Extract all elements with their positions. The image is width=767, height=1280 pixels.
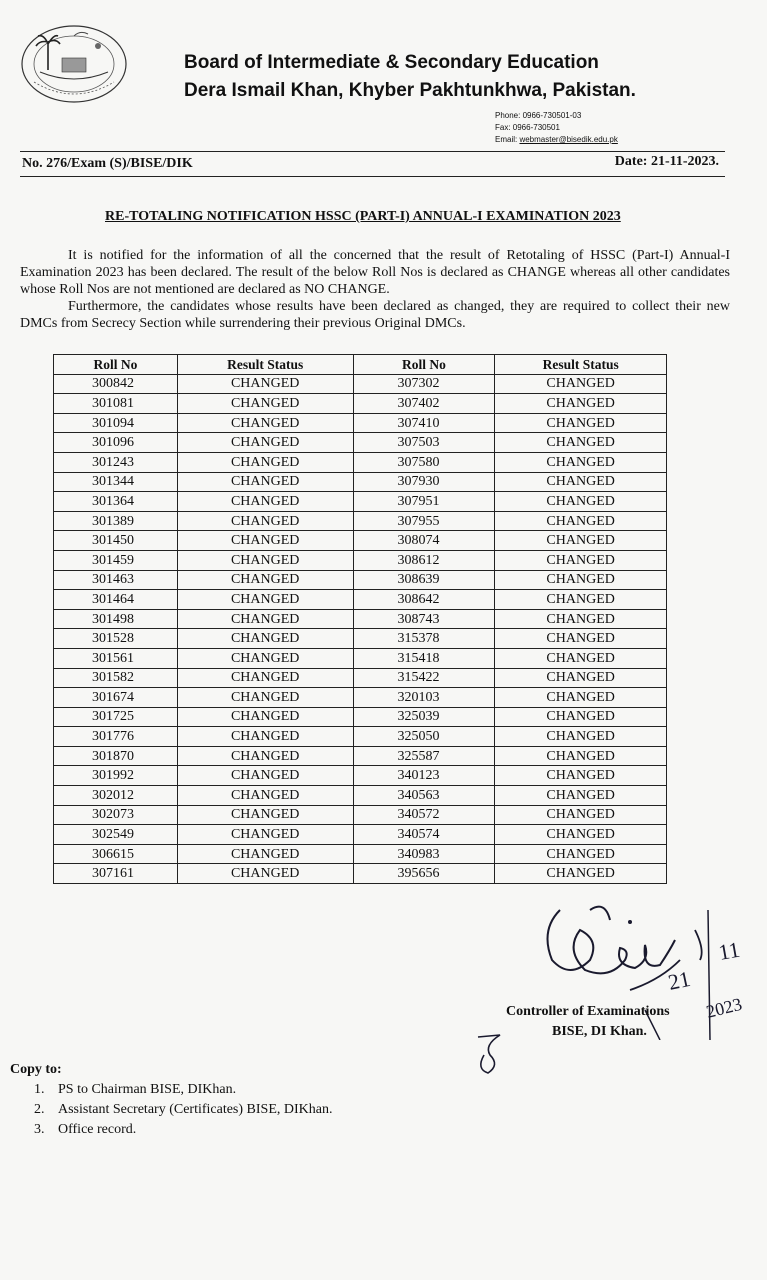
result-status-cell: CHANGED bbox=[495, 433, 667, 453]
result-status-cell: CHANGED bbox=[177, 374, 353, 394]
svg-text:2023: 2023 bbox=[704, 993, 744, 1022]
result-status-cell: CHANGED bbox=[177, 590, 353, 610]
result-status-cell: CHANGED bbox=[177, 864, 353, 884]
roll-no-cell: 301096 bbox=[54, 433, 178, 453]
roll-no-cell: 301094 bbox=[54, 413, 178, 433]
roll-no-cell: 340572 bbox=[353, 805, 495, 825]
result-status-cell: CHANGED bbox=[177, 825, 353, 845]
result-status-cell: CHANGED bbox=[177, 550, 353, 570]
roll-no-cell: 315422 bbox=[353, 668, 495, 688]
roll-no-cell: 306615 bbox=[54, 844, 178, 864]
result-status-cell: CHANGED bbox=[177, 629, 353, 649]
results-table-body bbox=[54, 374, 667, 883]
result-status-cell: CHANGED bbox=[177, 727, 353, 747]
copy-to-label: Copy to: bbox=[10, 1062, 62, 1077]
result-status-cell: CHANGED bbox=[495, 590, 667, 610]
header-roll-no-1: Roll No bbox=[54, 355, 178, 375]
result-status-cell: CHANGED bbox=[177, 609, 353, 629]
table-row bbox=[54, 629, 667, 649]
roll-no-cell: 307503 bbox=[353, 433, 495, 453]
table-row bbox=[54, 433, 667, 453]
result-status-cell: CHANGED bbox=[177, 433, 353, 453]
roll-no-cell: 307951 bbox=[353, 492, 495, 512]
result-status-cell: CHANGED bbox=[495, 452, 667, 472]
table-row bbox=[54, 394, 667, 414]
roll-no-cell: 340123 bbox=[353, 766, 495, 786]
initials-mark bbox=[470, 1025, 510, 1077]
reference-number: No. 276/Exam (S)/BISE/DIK bbox=[22, 156, 193, 171]
table-row bbox=[54, 570, 667, 590]
roll-no-cell: 301344 bbox=[54, 472, 178, 492]
result-status-cell: CHANGED bbox=[177, 570, 353, 590]
roll-no-cell: 301243 bbox=[54, 452, 178, 472]
table-row bbox=[54, 727, 667, 747]
result-status-cell: CHANGED bbox=[495, 864, 667, 884]
roll-no-cell: 301498 bbox=[54, 609, 178, 629]
result-status-cell: CHANGED bbox=[495, 707, 667, 727]
result-status-cell: CHANGED bbox=[177, 394, 353, 414]
roll-no-cell: 301450 bbox=[54, 531, 178, 551]
result-status-cell: CHANGED bbox=[495, 648, 667, 668]
result-status-cell: CHANGED bbox=[177, 413, 353, 433]
copy-to-item: Office record. bbox=[58, 1122, 137, 1137]
copy-to-list bbox=[34, 1080, 332, 1140]
result-status-cell: CHANGED bbox=[495, 746, 667, 766]
header-divider bbox=[20, 151, 725, 152]
table-row bbox=[54, 531, 667, 551]
table-row bbox=[54, 707, 667, 727]
result-status-cell: CHANGED bbox=[495, 766, 667, 786]
result-status-cell: CHANGED bbox=[495, 688, 667, 708]
table-row bbox=[54, 550, 667, 570]
copy-to-item: Assistant Secretary (Certificates) BISE, DIKhan. bbox=[58, 1102, 333, 1117]
table-row bbox=[54, 609, 667, 629]
table-row bbox=[54, 492, 667, 512]
email-link[interactable]: webmaster@bisedik.edu.pk bbox=[519, 135, 618, 144]
result-status-cell: CHANGED bbox=[495, 609, 667, 629]
roll-no-cell: 301364 bbox=[54, 492, 178, 512]
roll-no-cell: 308743 bbox=[353, 609, 495, 629]
table-row bbox=[54, 511, 667, 531]
table-row bbox=[54, 825, 667, 845]
header-result-status-2: Result Status bbox=[495, 355, 667, 375]
roll-no-cell: 301725 bbox=[54, 707, 178, 727]
result-status-cell: CHANGED bbox=[177, 492, 353, 512]
result-status-cell: CHANGED bbox=[177, 668, 353, 688]
result-status-cell: CHANGED bbox=[495, 413, 667, 433]
contact-block bbox=[495, 110, 618, 146]
result-status-cell: CHANGED bbox=[177, 531, 353, 551]
roll-no-cell: 308074 bbox=[353, 531, 495, 551]
roll-no-cell: 307402 bbox=[353, 394, 495, 414]
result-status-cell: CHANGED bbox=[177, 472, 353, 492]
table-row bbox=[54, 668, 667, 688]
table-row bbox=[54, 805, 667, 825]
roll-no-cell: 315378 bbox=[353, 629, 495, 649]
result-status-cell: CHANGED bbox=[495, 394, 667, 414]
result-status-cell: CHANGED bbox=[495, 727, 667, 747]
table-row bbox=[54, 590, 667, 610]
roll-no-cell: 325039 bbox=[353, 707, 495, 727]
roll-no-cell: 301459 bbox=[54, 550, 178, 570]
phone-number: Phone: 0966-730501-03 bbox=[495, 111, 582, 120]
table-header-row bbox=[54, 355, 667, 375]
svg-text:11: 11 bbox=[716, 936, 742, 965]
result-status-cell: CHANGED bbox=[177, 805, 353, 825]
roll-no-cell: 308642 bbox=[353, 590, 495, 610]
result-status-cell: CHANGED bbox=[495, 570, 667, 590]
table-row bbox=[54, 374, 667, 394]
table-row bbox=[54, 452, 667, 472]
roll-no-cell: 302012 bbox=[54, 786, 178, 806]
bise-logo-icon bbox=[18, 22, 130, 106]
results-table bbox=[53, 354, 667, 884]
roll-no-cell: 315418 bbox=[353, 648, 495, 668]
roll-no-cell: 301528 bbox=[54, 629, 178, 649]
roll-no-cell: 325050 bbox=[353, 727, 495, 747]
roll-no-cell: 301561 bbox=[54, 648, 178, 668]
result-status-cell: CHANGED bbox=[495, 374, 667, 394]
header-result-status-1: Result Status bbox=[177, 355, 353, 375]
notice-heading: RE-TOTALING NOTIFICATION HSSC (PART-I) ANNUAL-I EXAMINATION 2023 bbox=[105, 209, 621, 224]
reference-divider bbox=[20, 176, 725, 177]
table-row bbox=[54, 472, 667, 492]
table-row bbox=[54, 413, 667, 433]
result-status-cell: CHANGED bbox=[495, 786, 667, 806]
result-status-cell: CHANGED bbox=[495, 825, 667, 845]
result-status-cell: CHANGED bbox=[177, 648, 353, 668]
table-row bbox=[54, 786, 667, 806]
roll-no-cell: 308612 bbox=[353, 550, 495, 570]
roll-no-cell: 307580 bbox=[353, 452, 495, 472]
result-status-cell: CHANGED bbox=[495, 844, 667, 864]
notice-paragraph-1: It is notified for the information of all the concerned that the result of Retotaling of HSSC (Part-I) Annual-I Examination 2023 has been declared. The result of the below Roll Nos is declared as CHANGE whereas all other candidates whose Roll Nos are not mentioned are declared as NO CHANGE. bbox=[20, 248, 730, 297]
table-row bbox=[54, 844, 667, 864]
roll-no-cell: 340983 bbox=[353, 844, 495, 864]
result-status-cell: CHANGED bbox=[495, 472, 667, 492]
result-status-cell: CHANGED bbox=[495, 492, 667, 512]
roll-no-cell: 340563 bbox=[353, 786, 495, 806]
table-row bbox=[54, 766, 667, 786]
roll-no-cell: 301870 bbox=[54, 746, 178, 766]
roll-no-cell: 301081 bbox=[54, 394, 178, 414]
roll-no-cell: 307302 bbox=[353, 374, 495, 394]
email-label: Email: bbox=[495, 135, 520, 144]
roll-no-cell: 307161 bbox=[54, 864, 178, 884]
roll-no-cell: 340574 bbox=[353, 825, 495, 845]
controller-office: BISE, DI Khan. bbox=[552, 1024, 647, 1039]
email-line bbox=[495, 134, 618, 146]
result-status-cell: CHANGED bbox=[177, 452, 353, 472]
notice-paragraph-2: Furthermore, the candidates whose results have been declared as changed, they are required to collect their new DMCs from Secrecy Section while surrendering their previous Original DMCs. bbox=[20, 299, 730, 331]
result-status-cell: CHANGED bbox=[495, 668, 667, 688]
result-status-cell: CHANGED bbox=[177, 844, 353, 864]
fax-number: Fax: 0966-730501 bbox=[495, 123, 560, 132]
table-row bbox=[54, 864, 667, 884]
list-item: 1. PS to Chairman BISE, DIKhan. bbox=[34, 1082, 237, 1097]
header-roll-no-2: Roll No bbox=[353, 355, 495, 375]
roll-no-cell: 302073 bbox=[54, 805, 178, 825]
controller-designation: Controller of Examinations bbox=[506, 1004, 670, 1019]
roll-no-cell: 307955 bbox=[353, 511, 495, 531]
roll-no-cell: 301582 bbox=[54, 668, 178, 688]
roll-no-cell: 307410 bbox=[353, 413, 495, 433]
result-status-cell: CHANGED bbox=[495, 629, 667, 649]
roll-no-cell: 302549 bbox=[54, 825, 178, 845]
roll-no-cell: 308639 bbox=[353, 570, 495, 590]
roll-no-cell: 301992 bbox=[54, 766, 178, 786]
result-status-cell: CHANGED bbox=[495, 805, 667, 825]
svg-text:21: 21 bbox=[665, 965, 693, 995]
roll-no-cell: 301674 bbox=[54, 688, 178, 708]
result-status-cell: CHANGED bbox=[495, 511, 667, 531]
result-status-cell: CHANGED bbox=[177, 688, 353, 708]
table-row bbox=[54, 746, 667, 766]
roll-no-cell: 395656 bbox=[353, 864, 495, 884]
roll-no-cell: 325587 bbox=[353, 746, 495, 766]
roll-no-cell: 301464 bbox=[54, 590, 178, 610]
result-status-cell: CHANGED bbox=[495, 550, 667, 570]
header-title-line1: Board of Intermediate & Secondary Education bbox=[184, 52, 599, 73]
table-row bbox=[54, 688, 667, 708]
result-status-cell: CHANGED bbox=[177, 786, 353, 806]
roll-no-cell: 307930 bbox=[353, 472, 495, 492]
result-status-cell: CHANGED bbox=[177, 746, 353, 766]
table-row bbox=[54, 648, 667, 668]
list-item: 3. Office record. bbox=[34, 1122, 137, 1137]
result-status-cell: CHANGED bbox=[177, 511, 353, 531]
result-status-cell: CHANGED bbox=[177, 707, 353, 727]
result-status-cell: CHANGED bbox=[177, 766, 353, 786]
result-status-cell: CHANGED bbox=[495, 531, 667, 551]
roll-no-cell: 301463 bbox=[54, 570, 178, 590]
roll-no-cell: 301776 bbox=[54, 727, 178, 747]
list-item: 2. Assistant Secretary (Certificates) BISE, DIKhan. bbox=[34, 1102, 333, 1117]
roll-no-cell: 300842 bbox=[54, 374, 178, 394]
roll-no-cell: 320103 bbox=[353, 688, 495, 708]
notice-date: Date: 21-11-2023. bbox=[614, 154, 719, 169]
copy-to-item: PS to Chairman BISE, DIKhan. bbox=[58, 1082, 237, 1097]
header-title-line2: Dera Ismail Khan, Khyber Pakhtunkhwa, Pakistan. bbox=[184, 80, 636, 101]
roll-no-cell: 301389 bbox=[54, 511, 178, 531]
